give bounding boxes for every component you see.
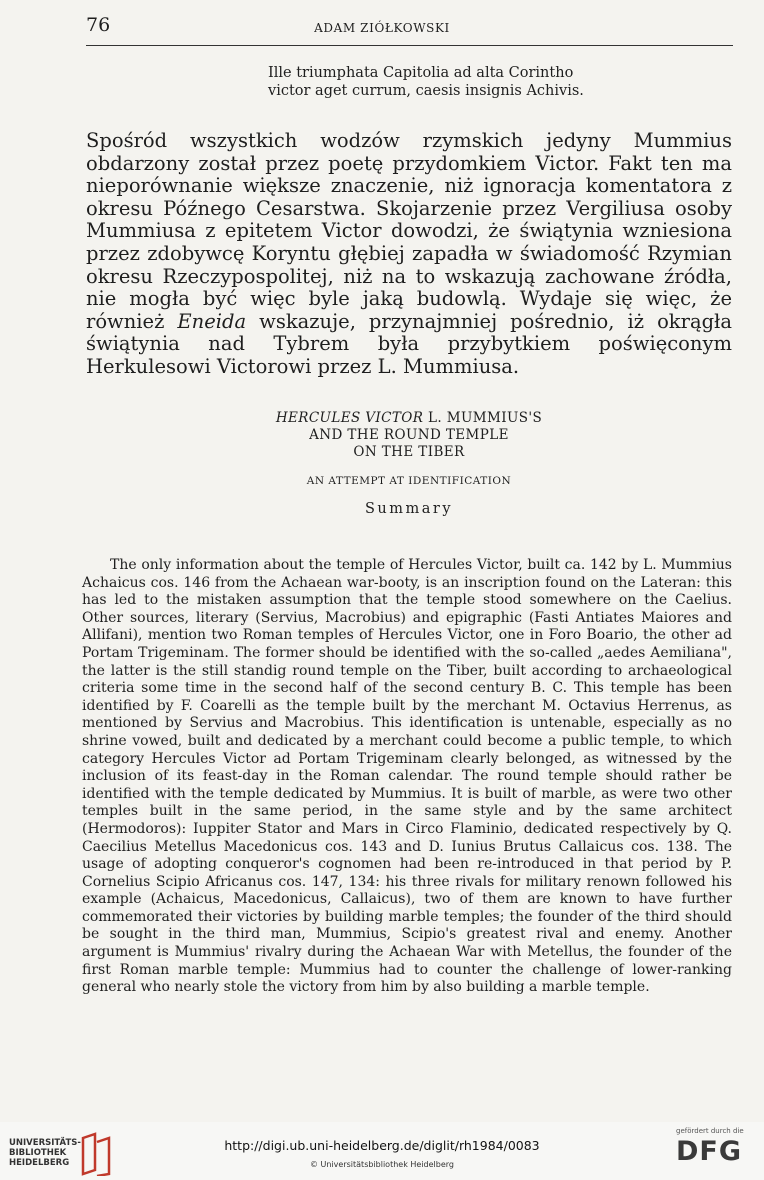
summary-title-block [86,410,732,517]
library-name: UNIVERSITÄTS- BIBLIOTHEK HEIDELBERG [9,1138,81,1168]
verse-line: Ille triumphata Capitolia ad alta Corintho [268,65,574,81]
copyright-notice: © Universitätsbibliothek Heidelberg [309,1160,454,1169]
title-line-1 [86,410,732,427]
page-number: 76 [86,14,111,36]
body-text-part: wskazuje, przynajmniej pośrednio, iż okrągła świątynia nad Tybrem była przybytkiem poświęconym Herkulesowi Victorowi przez L. Mummiusa. [86,309,732,378]
title-line-2: AND THE ROUND TEMPLE [309,427,509,443]
dfg-logo-block[interactable] [676,1127,756,1175]
funded-by-label: gefördert durch die [676,1127,744,1135]
body-paragraph [86,130,732,379]
title-line-3: ON THE TIBER [353,444,465,460]
summary-paragraph: The only information about the temple of Hercules Victor, built ca. 142 by L. Mummius Achaicus cos. 146 from the Achaean war-booty, is an inscription found on the Lateran: this has led to the mistaken assumption that the temple stood somewhere on the Caelius. Other sources, literary (Servius, Macrobius) and epigraphic (Fasti Antiates Maiores and Allifani), mention two Roman temples of Hercules Victor, one in Foro Boario, the other ad Portam Trigeminam. The former should be identified with the so-called „aedes Aemiliana", the latter is the still standig round temple on the Tiber, built according to archaeological criteria some time in the second half of the second century B. C. This temple has been identified by F. Coarelli as the temple built by the merchant M. Octavius Herrenus, as mentioned by Servius and Macrobius. This identification is untenable, especially as no shrine vowed, built and dedicated by a merchant could become a public temple, to which category Hercules Victor ad Portam Trigeminam clearly belonged, as witnessed by the inclusion of its feast-day in the Roman calendar. The round temple should rather be identified with the temple dedicated by Mummius. It is built of marble, as were two other temples built in the same period, in the same style and by the same architect (Hermodoros): Iuppiter Stator and Mars in Circo Flaminio, dedicated respectively by Q. Caecilius Metellus Macedonicus cos. 143 and D. Iunius Brutus Callaicus cos. 138. The usage of adopting conqueror's cognomen had been re-introduced in that period by P. Cornelius Scipio Africanus cos. 147, 134: his three rivals for military renown followed his example (Achaicus, Macedonicus, Callaicus), two of them are known to have further commemorated their victories by building marble temples; the founder of the third should be sought in the third man, Mummius, Scipio's greatest rival and enemy. Another argument is Mummius' rivalry during the Achaean War with Metellus, the founder of the first Roman marble temple: Mummius had to counter the challenge of lower-ranking general who nearly stole the victory from him by also building a marble temple. [82,557,732,996]
verse-quotation [268,64,584,100]
italic-title: Eneida [177,309,247,333]
subtitle: AN ATTEMPT AT IDENTIFICATION [306,475,512,487]
source-url[interactable]: http://digi.ub.uni-heidelberg.de/diglit/rh1984/0083 [224,1138,540,1153]
running-head: ADAM ZIÓŁKOWSKI [314,21,450,35]
title-rest: L. MUMMIUS'S [423,410,543,426]
summary-heading: Summary [364,501,454,517]
title-italic: HERCULES VICTOR [275,410,424,426]
verse-line: victor aget currum, caesis insignis Achivis. [268,83,584,99]
header-rule [86,45,733,46]
dfg-logo: DFG [676,1136,743,1167]
body-text-part: Spośród wszystkich wodzów rzymskich jedyny Mummius obdarzony został przez poetę przydomkiem Victor. Fakt ten ma nieporównanie większe znaczenie, niż ignoracja komentatora z okresu Późnego Cesarstwa. Skojarzenie przez Vergiliusa osoby Mummiusa z epitetem Victor dowodzi, że świątynia wzniesiona przez zdobywcę Koryntu głębiej zapadła w świadomość Rzymian okresu Rzeczypospolitej, niż na to wskazują zachowane źródła, nie mogła być więc byle jaką budowlą. Wydaje się więc, że również [86,129,732,333]
